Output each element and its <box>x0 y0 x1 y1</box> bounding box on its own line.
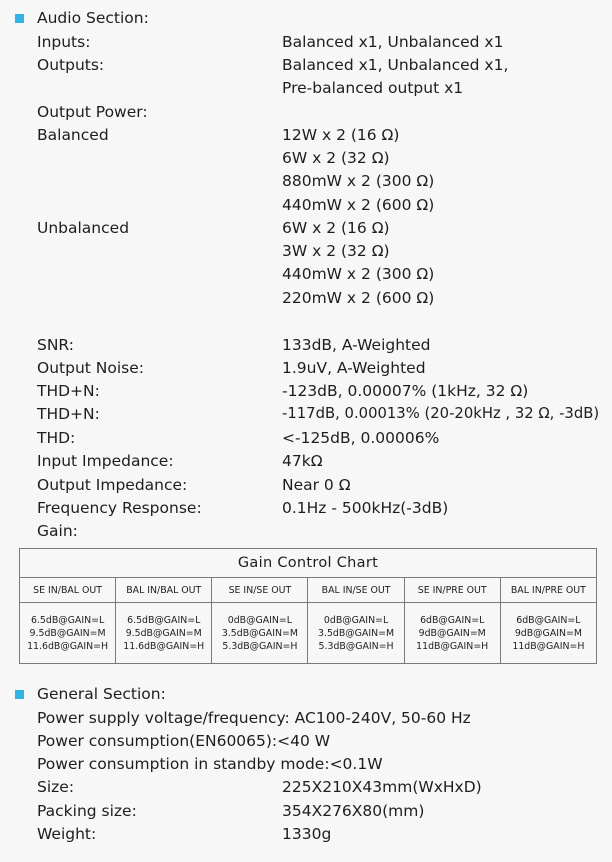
gain-cell-line: 6dB@GAIN=L <box>420 614 485 626</box>
spec-value-balanced-4: 440mW x 2 (600 Ω) <box>282 196 435 214</box>
spec-label-thdn-2: THD+N: <box>37 405 100 423</box>
gain-col-header: SE IN/BAL OUT <box>20 578 116 603</box>
gain-cell-line: 0dB@GAIN=L <box>227 614 293 626</box>
audio-section-heading: Audio Section: <box>37 9 149 27</box>
gain-cell-line: 5.3dB@GAIN=H <box>222 640 298 652</box>
spec-power-supply: Power supply voltage/frequency: AC100-240V, 50-60 Hz <box>37 709 471 727</box>
gain-col-header: BAL IN/PRE OUT <box>500 578 596 603</box>
spec-value-thdn-1: -123dB, 0.00007% (1kHz, 32 Ω) <box>282 382 529 400</box>
gain-cell-line: 6dB@GAIN=L <box>516 614 581 626</box>
spec-value-balanced-3: 880mW x 2 (300 Ω) <box>282 172 435 190</box>
spec-value-thdn-2: -117dB, 0.00013% (20-20kHz , 32 Ω, -3dB) <box>282 405 600 422</box>
gain-cell <box>500 603 596 664</box>
spec-power-consumption: Power consumption(EN60065):<40 W <box>37 732 331 750</box>
spec-label-thdn-1: THD+N: <box>37 382 100 400</box>
gain-cell-line: 9.5dB@GAIN=M <box>125 627 202 639</box>
gain-table-title: Gain Control Chart <box>20 549 597 578</box>
gain-col-header: SE IN/PRE OUT <box>404 578 500 603</box>
gain-cell-line: 0dB@GAIN=L <box>323 614 389 626</box>
gain-col-header: BAL IN/BAL OUT <box>116 578 212 603</box>
spec-label-inputs: Inputs: <box>37 33 91 51</box>
spec-value-packing-size: 354X276X80(mm) <box>282 802 425 820</box>
gain-cell-line: 11.6dB@GAIN=H <box>27 640 109 652</box>
gain-cell <box>404 603 500 664</box>
spec-standby-power: Power consumption in standby mode:<0.1W <box>37 755 383 773</box>
spec-value-unbalanced-4: 220mW x 2 (600 Ω) <box>282 289 435 307</box>
spec-value-unbalanced-1: 6W x 2 (16 Ω) <box>282 219 390 237</box>
spec-value-weight: 1330g <box>282 825 332 843</box>
gain-cell <box>116 603 212 664</box>
spec-label-gain: Gain: <box>37 522 78 540</box>
spec-label-balanced: Balanced <box>37 126 109 144</box>
spec-value-thd: <-125dB, 0.00006% <box>282 429 440 447</box>
spec-label-packing-size: Packing size: <box>37 802 137 820</box>
gain-cell <box>212 603 308 664</box>
spec-value-outputs-2: Pre-balanced output x1 <box>282 79 464 97</box>
gain-cell-line: 6.5dB@GAIN=L <box>127 614 201 626</box>
spec-value-balanced-1: 12W x 2 (16 Ω) <box>282 126 400 144</box>
spec-label-output-noise: Output Noise: <box>37 359 144 377</box>
general-section-bullet-icon <box>15 690 24 699</box>
spec-label-output-power: Output Power: <box>37 103 148 121</box>
gain-cell-line: 6.5dB@GAIN=L <box>30 614 105 626</box>
spec-label-output-impedance: Output Impedance: <box>37 476 188 494</box>
gain-col-header: SE IN/SE OUT <box>212 578 308 603</box>
general-section-heading: General Section: <box>37 685 166 703</box>
gain-cell-line: 3.5dB@GAIN=M <box>318 627 395 639</box>
spec-label-outputs: Outputs: <box>37 56 105 74</box>
spec-value-output-noise: 1.9uV, A-Weighted <box>282 359 426 377</box>
spec-label-input-impedance: Input Impedance: <box>37 452 174 470</box>
spec-value-outputs-1: Balanced x1, Unbalanced x1, <box>282 56 509 74</box>
spec-value-balanced-2: 6W x 2 (32 Ω) <box>282 149 390 167</box>
spec-value-inputs: Balanced x1, Unbalanced x1 <box>282 33 504 51</box>
gain-cell-line: 9dB@GAIN=M <box>418 627 486 639</box>
spec-value-output-impedance: Near 0 Ω <box>282 476 351 494</box>
spec-label-snr: SNR: <box>37 336 74 354</box>
gain-cell-line: 11.6dB@GAIN=H <box>123 640 205 652</box>
gain-cell-line: 11dB@GAIN=H <box>512 640 585 652</box>
gain-cell <box>308 603 404 664</box>
spec-value-snr: 133dB, A-Weighted <box>282 336 431 354</box>
spec-label-size: Size: <box>37 778 75 796</box>
gain-cell <box>20 603 116 664</box>
audio-section-bullet-icon <box>15 14 24 23</box>
spec-value-frequency-response: 0.1Hz - 500kHz(-3dB) <box>282 499 449 517</box>
spec-value-unbalanced-3: 440mW x 2 (300 Ω) <box>282 265 435 283</box>
gain-cell-line: 5.3dB@GAIN=H <box>318 640 394 652</box>
gain-col-header: BAL IN/SE OUT <box>308 578 404 603</box>
spec-label-thd: THD: <box>37 429 76 447</box>
spec-label-frequency-response: Frequency Response: <box>37 499 202 517</box>
spec-value-unbalanced-2: 3W x 2 (32 Ω) <box>282 242 390 260</box>
spec-value-input-impedance: 47kΩ <box>282 452 323 470</box>
gain-cell-line: 3.5dB@GAIN=M <box>221 627 298 639</box>
gain-cell-line: 11dB@GAIN=H <box>416 640 489 652</box>
spec-label-weight: Weight: <box>37 825 97 843</box>
gain-cell-line: 9dB@GAIN=M <box>514 627 582 639</box>
spec-value-size: 225X210X43mm(WxHxD) <box>282 778 482 796</box>
gain-control-table <box>19 548 597 664</box>
gain-cell-line: 9.5dB@GAIN=M <box>29 627 106 639</box>
spec-label-unbalanced: Unbalanced <box>37 219 130 237</box>
